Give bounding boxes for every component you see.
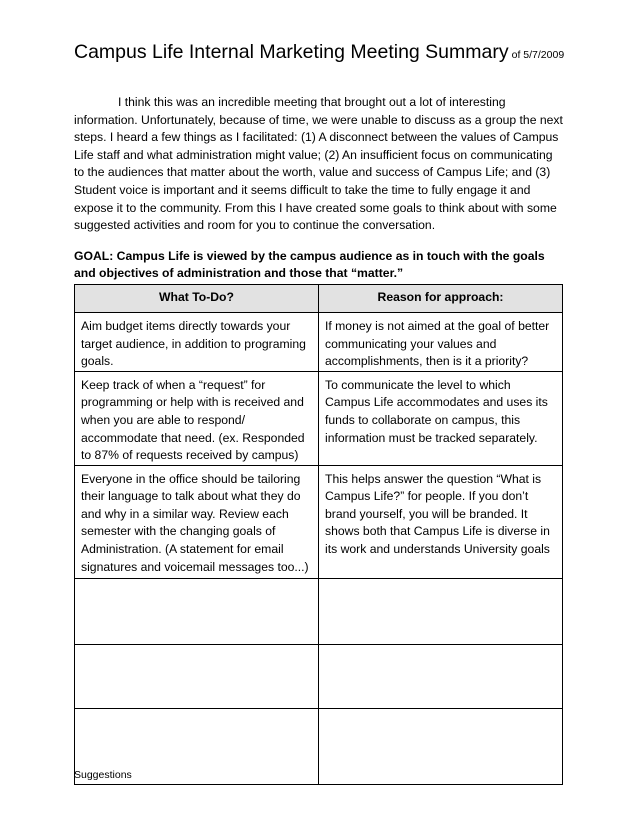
reason-cell [319, 644, 563, 708]
goal-statement: GOAL: Campus Life is viewed by the campus audience as in touch with the goals and objectives of administration and those that “matter.” [74, 248, 545, 281]
table-row [75, 312, 563, 371]
intro-paragraph: I think this was an incredible meeting that brought out a lot of interesting information. Unfortunately, because of time, we were unable to discuss as a group the next steps. I heard a few things as I facilitated: (1) A disconnect between the values of Campus Life staff and what administration might value; (2) An insufficient focus on communicating to the audiences that matter about the worth, value and success of Campus Life; and (3) Student voice is important and it seems difficult to take the time to fully engage it and expose it to the community. From this I have created some goals to think about with some suggested activities and room for you to continue the conversation. [74, 95, 563, 233]
table-row-empty [75, 578, 563, 644]
todo-cell: Keep track of when a “request” for programming or help with is received and when you are able to respond/ accommodate that need. (ex. Responded to 87% of requests received by campus) [75, 371, 319, 465]
document-page [74, 40, 563, 785]
todo-cell: Everyone in the office should be tailoring their language to talk about what they do and why in a similar way. Review each semester with the changing goals of Administration. (A statement for email signatures and voicemail messages too...) [75, 465, 319, 578]
reason-cell: If money is not aimed at the goal of better communicating your values and accomplishments, then is it a priority? [319, 312, 563, 371]
document-title: Campus Life Internal Marketing Meeting Summary [74, 41, 509, 63]
reason-cell [319, 578, 563, 644]
reason-cell: This helps answer the question “What is Campus Life?” for people. If you don’t brand yourself, you will be branded. It shows both that Campus Life is diverse in its work and understands University goals [319, 465, 563, 578]
todo-cell [75, 578, 319, 644]
todo-cell [75, 644, 319, 708]
table-row-empty [75, 644, 563, 708]
page-footer: Suggestions [74, 769, 132, 781]
meeting-date: of 5/7/2009 [511, 49, 565, 61]
action-table [74, 284, 563, 785]
title-line [74, 40, 563, 67]
table-row [75, 371, 563, 465]
table-row [75, 465, 563, 578]
todo-cell: Aim budget items directly towards your target audience, in addition to programing goals. [75, 312, 319, 371]
header-what-to-do: What To-Do? [75, 284, 319, 312]
reason-cell: To communicate the level to which Campus Life accommodates and uses its funds to collaborate on campus, this information must be tracked separately. [319, 371, 563, 465]
table-header-row [75, 284, 563, 312]
reason-cell [319, 708, 563, 784]
table-row-empty [75, 708, 563, 784]
header-reason: Reason for approach: [319, 284, 563, 312]
